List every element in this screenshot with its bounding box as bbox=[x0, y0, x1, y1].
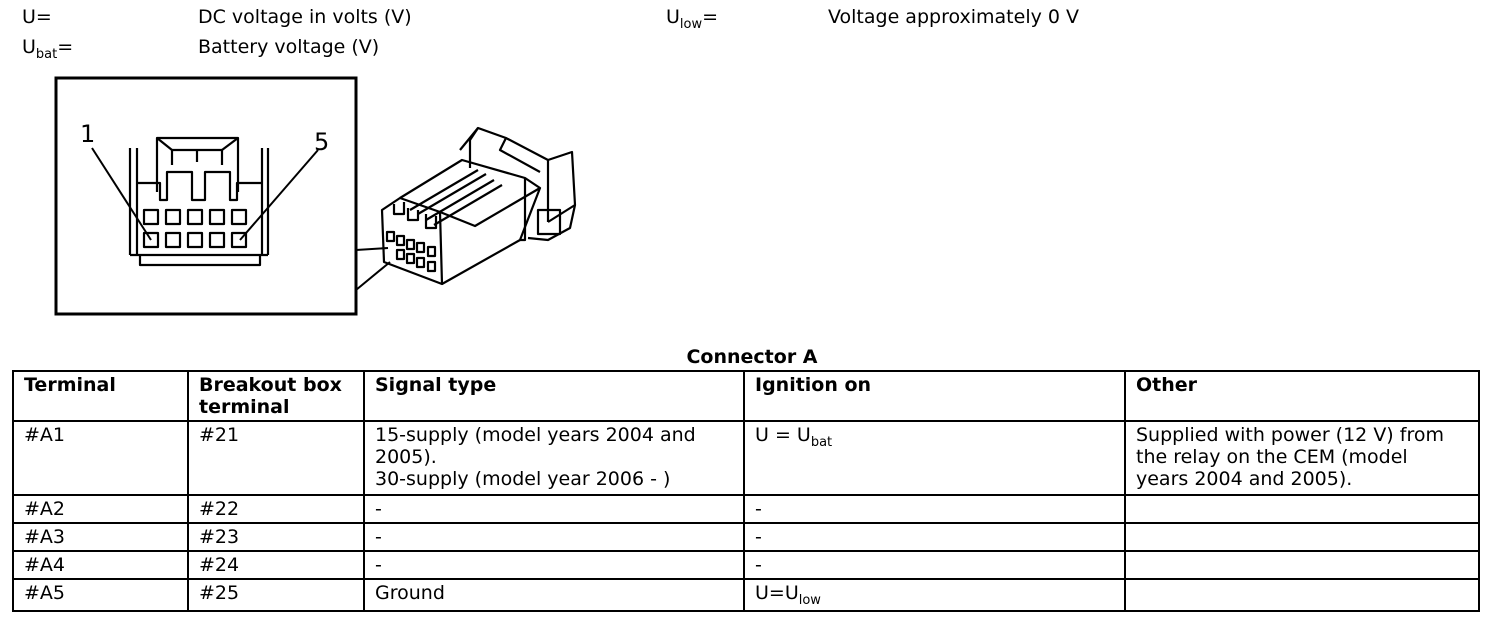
header-signal-type: Signal type bbox=[364, 371, 744, 421]
cell-ignition: - bbox=[744, 495, 1125, 523]
cell-breakout: #22 bbox=[188, 495, 364, 523]
legend-text-ulow: Voltage approximately 0 V bbox=[828, 6, 1080, 28]
table-row bbox=[13, 579, 1479, 611]
header-breakout-box-terminal: Breakout box terminal bbox=[188, 371, 364, 421]
connector-table bbox=[12, 370, 1480, 612]
cell-ignition: - bbox=[744, 551, 1125, 579]
cell-other bbox=[1125, 579, 1479, 611]
pin-1-leader bbox=[92, 148, 151, 240]
cell-terminal: #A3 bbox=[13, 523, 188, 551]
pin-label-1: 1 bbox=[80, 120, 96, 148]
cell-other bbox=[1125, 551, 1479, 579]
table-row bbox=[13, 523, 1479, 551]
cell-signal: 15-supply (model years 2004 and 2005). 30-supply (model year 2006 - ) bbox=[364, 421, 744, 495]
table-row bbox=[13, 551, 1479, 579]
connector-3d-view bbox=[382, 128, 575, 284]
legend-symbol-ubat: $U_{bat}=$ bbox=[22, 36, 74, 62]
cell-terminal: #A1 bbox=[13, 421, 188, 495]
callout-lines bbox=[356, 248, 390, 290]
table-row bbox=[13, 421, 1479, 495]
cell-breakout: #24 bbox=[188, 551, 364, 579]
legend-text-u: DC voltage in volts (V) bbox=[198, 6, 412, 28]
header-terminal: Terminal bbox=[13, 371, 188, 421]
cell-signal: - bbox=[364, 495, 744, 523]
table-caption: Connector A bbox=[686, 346, 818, 368]
connector-face-view bbox=[130, 138, 268, 265]
cell-breakout: #25 bbox=[188, 579, 364, 611]
cell-breakout: #21 bbox=[188, 421, 364, 495]
cell-signal: - bbox=[364, 523, 744, 551]
legend-symbol-u: U= bbox=[22, 6, 52, 28]
header-ignition-on: Ignition on bbox=[744, 371, 1125, 421]
cell-breakout: #23 bbox=[188, 523, 364, 551]
legend-text-ubat: Battery voltage (V) bbox=[198, 36, 380, 58]
cell-ignition: - bbox=[744, 523, 1125, 551]
cell-signal: - bbox=[364, 551, 744, 579]
table-row bbox=[13, 495, 1479, 523]
connector-diagram bbox=[0, 0, 600, 330]
cell-signal: Ground bbox=[364, 579, 744, 611]
header-other: Other bbox=[1125, 371, 1479, 421]
legend-symbol-ulow: $U_{low}=$ bbox=[666, 6, 719, 32]
pin-label-5: 5 bbox=[314, 128, 330, 156]
cell-ignition: $U = U_{bat}$ bbox=[744, 421, 1125, 495]
cell-other bbox=[1125, 495, 1479, 523]
table-header-row bbox=[13, 371, 1479, 421]
cell-other bbox=[1125, 523, 1479, 551]
cell-terminal: #A2 bbox=[13, 495, 188, 523]
cell-other: Supplied with power (12 V) from the relay on the CEM (model years 2004 and 2005). bbox=[1125, 421, 1479, 495]
pin-5-leader bbox=[240, 150, 318, 240]
cell-terminal: #A5 bbox=[13, 579, 188, 611]
cell-terminal: #A4 bbox=[13, 551, 188, 579]
cell-ignition: $U=U_{low}$ bbox=[744, 579, 1125, 611]
